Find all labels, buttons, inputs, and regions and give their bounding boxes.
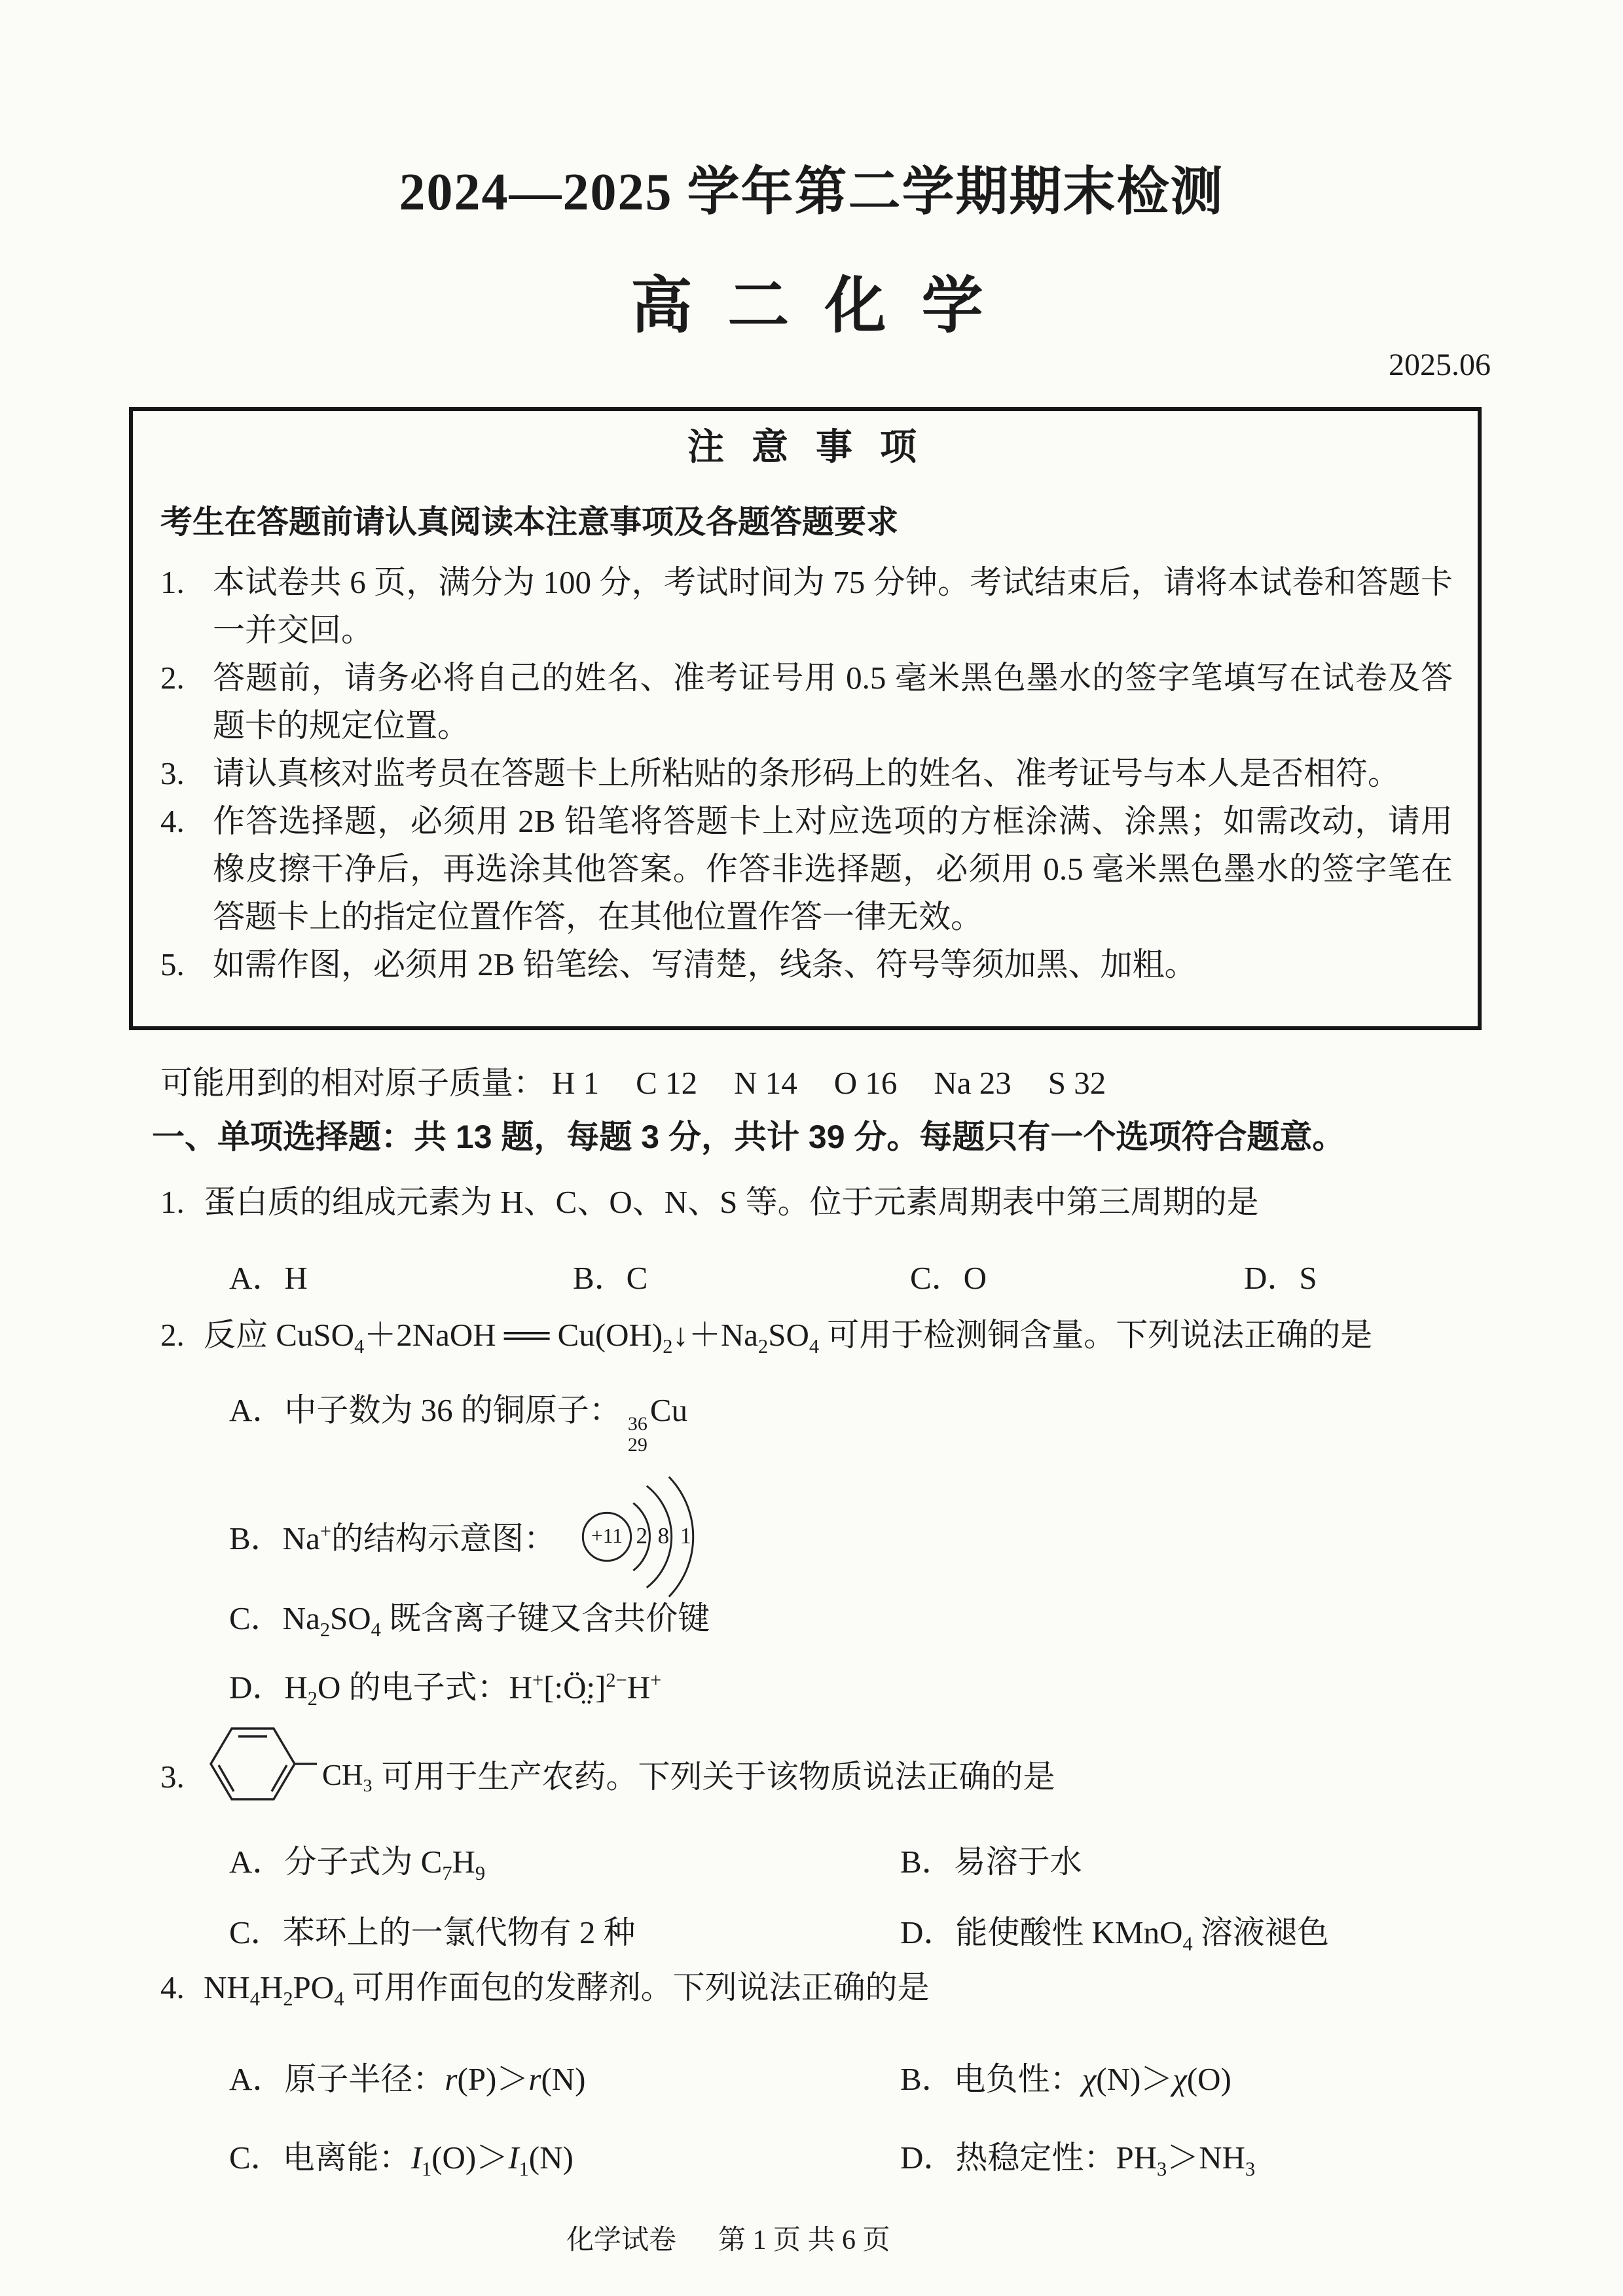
atomic-mass-Na: Na 23 (934, 1065, 1012, 1101)
methyl-group-label: $CH_3$ (322, 1759, 373, 1796)
question-4-option-c: C．电离能：$I_1(O)>I_1(N)$ (229, 2140, 574, 2180)
question-2-option-b (229, 1520, 556, 1557)
atomic-mass-O: O 16 (833, 1065, 898, 1101)
benzene-double-bond-right (272, 1765, 287, 1791)
question-2-number: 2. (160, 1317, 185, 1353)
question-4-stem (160, 1971, 930, 2009)
isotope-mass-number: 36 (627, 1413, 647, 1435)
atomic-masses-label: 可能用到的相对原子质量： (160, 1065, 546, 1101)
atomic-mass-N: N 14 (734, 1065, 797, 1101)
question-2-option-c: C．$Na_2SO_4$ 既含离子键又含共价键 (229, 1600, 710, 1641)
question-1-stem (160, 1186, 1259, 1218)
exam-subtitle: 高 二 化 学 (630, 271, 993, 340)
question-4-option-b: B．电负性：χ(N)＞χ(O) (900, 2061, 1231, 2097)
question-1-option-a: A．H (229, 1260, 308, 1296)
atomic-mass-C: C 12 (636, 1065, 698, 1101)
question-2-option-d: D．$H_2O$ 的电子式：H+[:Ö̤:]$^{2-}$H+ (229, 1669, 662, 1710)
question-3-number: 3. (160, 1759, 185, 1795)
footer-paper-name: 化学试卷 (566, 2225, 677, 2255)
notice-item-list (160, 558, 1453, 988)
footer-page-indicator: 第 1 页 共 6 页 (718, 2225, 890, 2255)
question-3-text: 可用于生产农药。下列关于该物质说法正确的是 (381, 1759, 1055, 1795)
question-1-option-b: B．C (573, 1260, 648, 1296)
nucleus-charge-label: +11 (591, 1524, 623, 1547)
notice-item (160, 797, 1453, 941)
section-1-heading: 一、单项选择题：共 13 题，每题 3 分，共计 39 分。每题只有一个选项符合题意。 (152, 1119, 1345, 1155)
atomic-structure-diagram (579, 1474, 751, 1600)
question-3-option-a: A．分子式为 $C_7H_9$ (229, 1844, 486, 1884)
benzene-ring-structure (208, 1723, 318, 1805)
notice-item-text: 作答选择题，必须用 2B 铅笔将答题卡上对应选项的方框涂满、涂黑；如需改动，请用橡皮擦干净后，再选涂其他答案。作答非选择题，必须用 0.5 毫米黑色墨水的签字笔在答题卡上的指定位置作答，在其他位置作答一律无效。 (213, 803, 1453, 935)
notice-item-number: 1. (160, 564, 185, 600)
question-2-option-b-text: B．Na+的结构示意图： (229, 1520, 556, 1557)
benzene-double-bond-left (219, 1765, 234, 1791)
benzene-hexagon (211, 1729, 295, 1799)
notice-item (160, 558, 1453, 654)
notice-item-number: 4. (160, 803, 185, 839)
question-4-text: $NH_4H_2PO_4$ 可用作面包的发酵剂。下列说法正确的是 (204, 1969, 930, 2010)
isotope-notation (628, 1414, 647, 1455)
question-3-option-c: C．苯环上的一氯代物有 2 种 (229, 1914, 636, 1950)
question-3-option-d: D．能使酸性 KMnO$_4$ 溶液褪色 (900, 1914, 1329, 1955)
question-2-option-a-text: A．中子数为 36 的铜原子： (229, 1392, 621, 1428)
notice-item (160, 749, 1453, 797)
isotope-atomic-number: 29 (627, 1433, 647, 1456)
notice-lead: 考生在答题前请认真阅读本注意事项及各题答题要求 (160, 505, 899, 540)
atomic-masses-line (160, 1067, 1142, 1099)
notice-item (160, 941, 1453, 988)
notice-item-text: 答题前，请务必将自己的姓名、准考证号用 0.5 毫米黑色墨水的签字笔填写在试卷及答题卡的规定位置。 (213, 660, 1453, 744)
notice-title: 注 意 事 项 (687, 427, 926, 468)
notice-item-number: 5. (160, 946, 185, 982)
notice-item-number: 2. (160, 660, 185, 696)
question-1-number: 1. (160, 1184, 185, 1220)
shell-3-electron-count: 1 (680, 1522, 692, 1549)
question-1-option-c: C．O (910, 1260, 987, 1296)
exam-date: 2025.06 (1389, 348, 1491, 382)
notice-item-text: 如需作图，必须用 2B 铅笔绘、写清楚，线条、符号等须加黑、加粗。 (213, 946, 1197, 982)
question-1-option-d: D．S (1244, 1260, 1317, 1296)
shell-1-electron-count: 2 (636, 1522, 647, 1549)
notice-item-text: 本试卷共 6 页，满分为 100 分，考试时间为 75 分钟。考试结束后，请将本试卷和答题卡一并交回。 (213, 564, 1453, 648)
notice-item (160, 654, 1453, 749)
question-4-option-d: D．热稳定性：$PH_3>NH_3$ (900, 2140, 1256, 2180)
question-2-text: 反应 CuSO$_4$＋2NaOH ══ $Cu(OH)_2↓+Na_2SO_4$ 可用于检测铜含量。下列说法正确的是 (204, 1317, 1373, 1357)
notice-box (129, 407, 1482, 1030)
question-2-stem (160, 1319, 1372, 1356)
question-4-number: 4. (160, 1969, 185, 2005)
question-3-stem (322, 1761, 1055, 1795)
notice-item-number: 3. (160, 755, 185, 791)
exam-title: 2024—2025 学年第二学期期末检测 (399, 164, 1224, 221)
question-3-option-b: B．易溶于水 (900, 1844, 1082, 1880)
question-4-option-a: A．原子半径：r(P)＞r(N) (229, 2061, 586, 2097)
atomic-mass-H: H 1 (552, 1065, 600, 1101)
shell-2-electron-count: 8 (657, 1522, 670, 1549)
page-footer (566, 2227, 890, 2254)
question-1-text: 蛋白质的组成元素为 H、C、O、N、S 等。位于元素周期表中第三周期的是 (204, 1184, 1259, 1220)
notice-item-text: 请认真核对监考员在答题卡上所粘贴的条形码上的姓名、准考证号与本人是否相符。 (213, 755, 1400, 791)
question-2-option-a (229, 1394, 687, 1455)
isotope-element-symbol: Cu (649, 1392, 688, 1428)
atomic-mass-S: S 32 (1048, 1065, 1106, 1101)
